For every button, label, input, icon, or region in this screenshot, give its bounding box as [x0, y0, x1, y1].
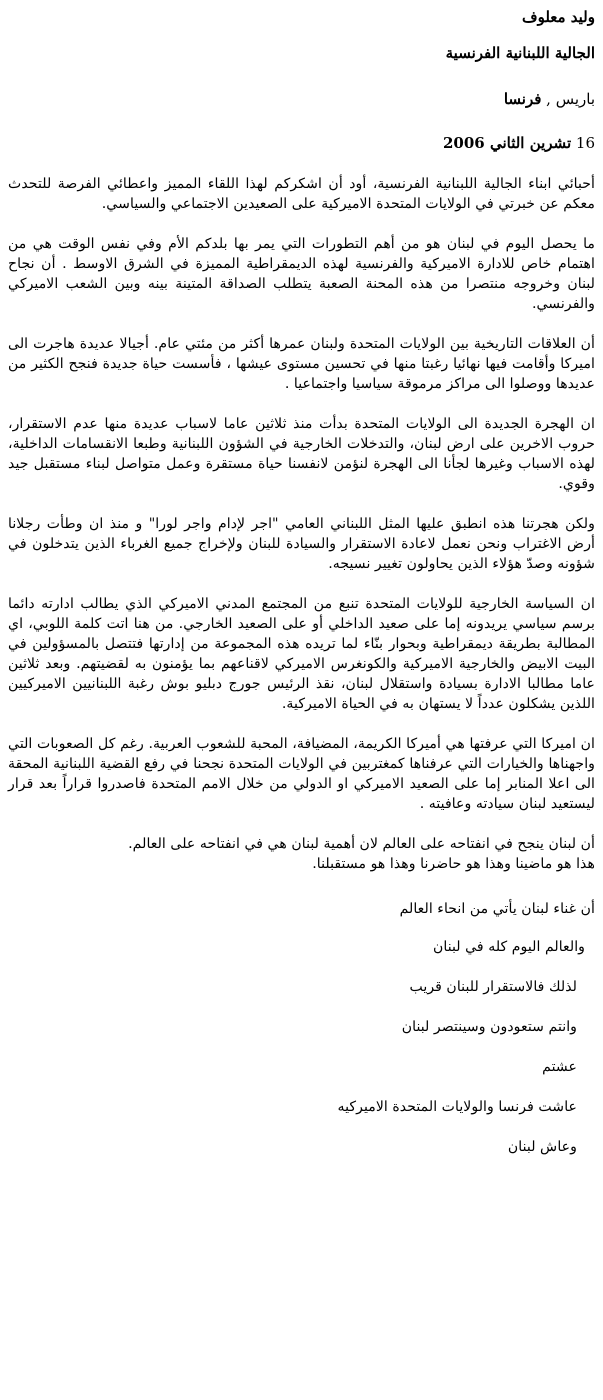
closing-line-5: عشتم	[542, 1059, 577, 1075]
date-month-year: تشرين الثاني 2006	[442, 134, 572, 152]
organization-name: الجالية اللبنانية الفرنسية	[445, 44, 595, 62]
paragraph-historic-relations: أن العلاقات التاريخية بين الولايات المتحدة ولبنان عمرها أكثر من مئتي عام. أجيالا عديدة هاجرت الى اميركا وأقامت فيها نهائيا رغبتا منها في تحسين مستوى عيشها ، فأسست حياة جديدة فنجح الكثير من عديدها ووصلوا الى مراكز مرموقة سياسيا واجتماعيا .	[8, 336, 595, 392]
paragraph-openness-line-2: هذا هو ماضينا وهذا هو حاضرنا وهذا هو مستقبلنا.	[312, 856, 595, 872]
paragraph-america: ان اميركا التي عرفتها هي أميركا الكريمة، المضيافة، المحبة للشعوب العربية. رغم كل الصعوبات التي واجهناها والخيارات التي عرفناها كمغتربين في الولايات المتحدة نجحنا في رفع القضية اللبنانية المحقة الى اعلا المنابر إما على الصعيد الاميركي او الدولي من خلال الامم المتحدة فاصدروا قراراً بعد قرار ليستعيد لبنان سيادته وعافيته .	[8, 736, 595, 812]
author-name: وليد معلوف	[522, 8, 595, 26]
closing-line-6: عاشت فرنسا والولايات المتحدة الاميركيه	[337, 1099, 577, 1115]
paragraph-our-immigration: ولكن هجرتنا هذه انطبق عليها المثل اللبناني العامي "اجر لإدام واجر لورا" و منذ ان وطأت رجلانا أرض الاغتراب ونحن نعمل لاعادة الاستقرار والسيادة للبنان ولإخراج جميع الغرباء الذين يتدخلون في شؤونه وصدّ هؤلاء الذين يحاولون تغيير نسيجه.	[8, 516, 595, 572]
place-line	[8, 90, 595, 108]
paragraph-openness-line-1: أن لبنان ينجح في انفتاحه على العالم لان أهمية لبنان هي في انفتاحه على العالم.	[128, 836, 595, 852]
place-city: باريس ,	[546, 90, 595, 108]
date-day: 16	[575, 134, 595, 152]
closing-line-4: وانتم ستعودون وسينتصر لبنان	[401, 1019, 577, 1035]
place-country: فرنسا	[503, 90, 542, 108]
paragraph-foreign-policy: ان السياسة الخارجية للولايات المتحدة تنبع من المجتمع المدني الاميركي الذي يطالب ادارته دائما برسم سياسي يريدونه إما على صعيد الداخلي أو على الصعيد الخارجي. من هنا اتت كلمة اللوبي، اي المطالبة بطريقة ديمقراطية وبحوار بنّاء لما تريده هذه المجموعة من إدارتها فتتصل بالمسؤولين في البيت الابيض والخارجية الاميركية والكونغرس الاميركي لاقناعهم بما يؤمنون به لقضيتهم. وبعد ثلاثين عاما مطالبا الادارة بسيادة واستقلال لبنان، نقذ الرئيس جورج دبليو بوش رغبة اللبنانيين الاميركيين اللذين يشكلون عدداً لا يستهان به في الحياة الاميركية.	[8, 596, 595, 712]
paragraph-lebanon-today: ما يحصل اليوم في لبنان هو من أهم التطورات التي يمر بها بلدكم الأم وفي نفس الوقت هي من اهتمام خاص للادارة الاميركية والفرنسية لهذه الديمقراطية المميزة في الشرق الاوسط . أن نجاح لبنان وخروجه منتصرا من هذه المحنة الصعبة يتطلب الصداقة المتينة بينه وبين الشعب الاميركي والفرنسي.	[8, 236, 595, 312]
closing-line-7: وعاش لبنان	[507, 1139, 577, 1155]
paragraph-greeting: أحبائي ابناء الجالية اللبنانية الفرنسية، أود أن اشكركم لهذا اللقاء المميز واعطائي الفرصة للتحدث معكم عن خبرتي في الولايات المتحدة الاميركية على الصعيدين الاجتماعي والسياسي.	[8, 176, 595, 212]
closing-line-1: أن غناء لبنان يأتي من انحاء العالم	[399, 901, 595, 917]
date-line	[8, 134, 595, 152]
closing-line-2: والعالم اليوم كله في لبنان	[432, 939, 585, 955]
paragraph-new-immigration: ان الهجرة الجديدة الى الولايات المتحدة بدأت منذ ثلاثين عاما لاسباب عديدة منها عدم الاستقرار، حروب الاخرين على ارض لبنان، والتدخلات الخارجية في الشؤون اللبنانية وطبعا الانقسامات الداخلية، لهذه الاسباب وغيرها لجأنا الى الهجرة لنؤمن لانفسنا حياة مستقرة وعمل متواصل لبناء مستقبل جيد وقوي.	[8, 416, 595, 492]
paragraph-openness	[8, 834, 595, 874]
closing-line-3: لذلك فالاستقرار للبنان قريب	[409, 979, 577, 995]
